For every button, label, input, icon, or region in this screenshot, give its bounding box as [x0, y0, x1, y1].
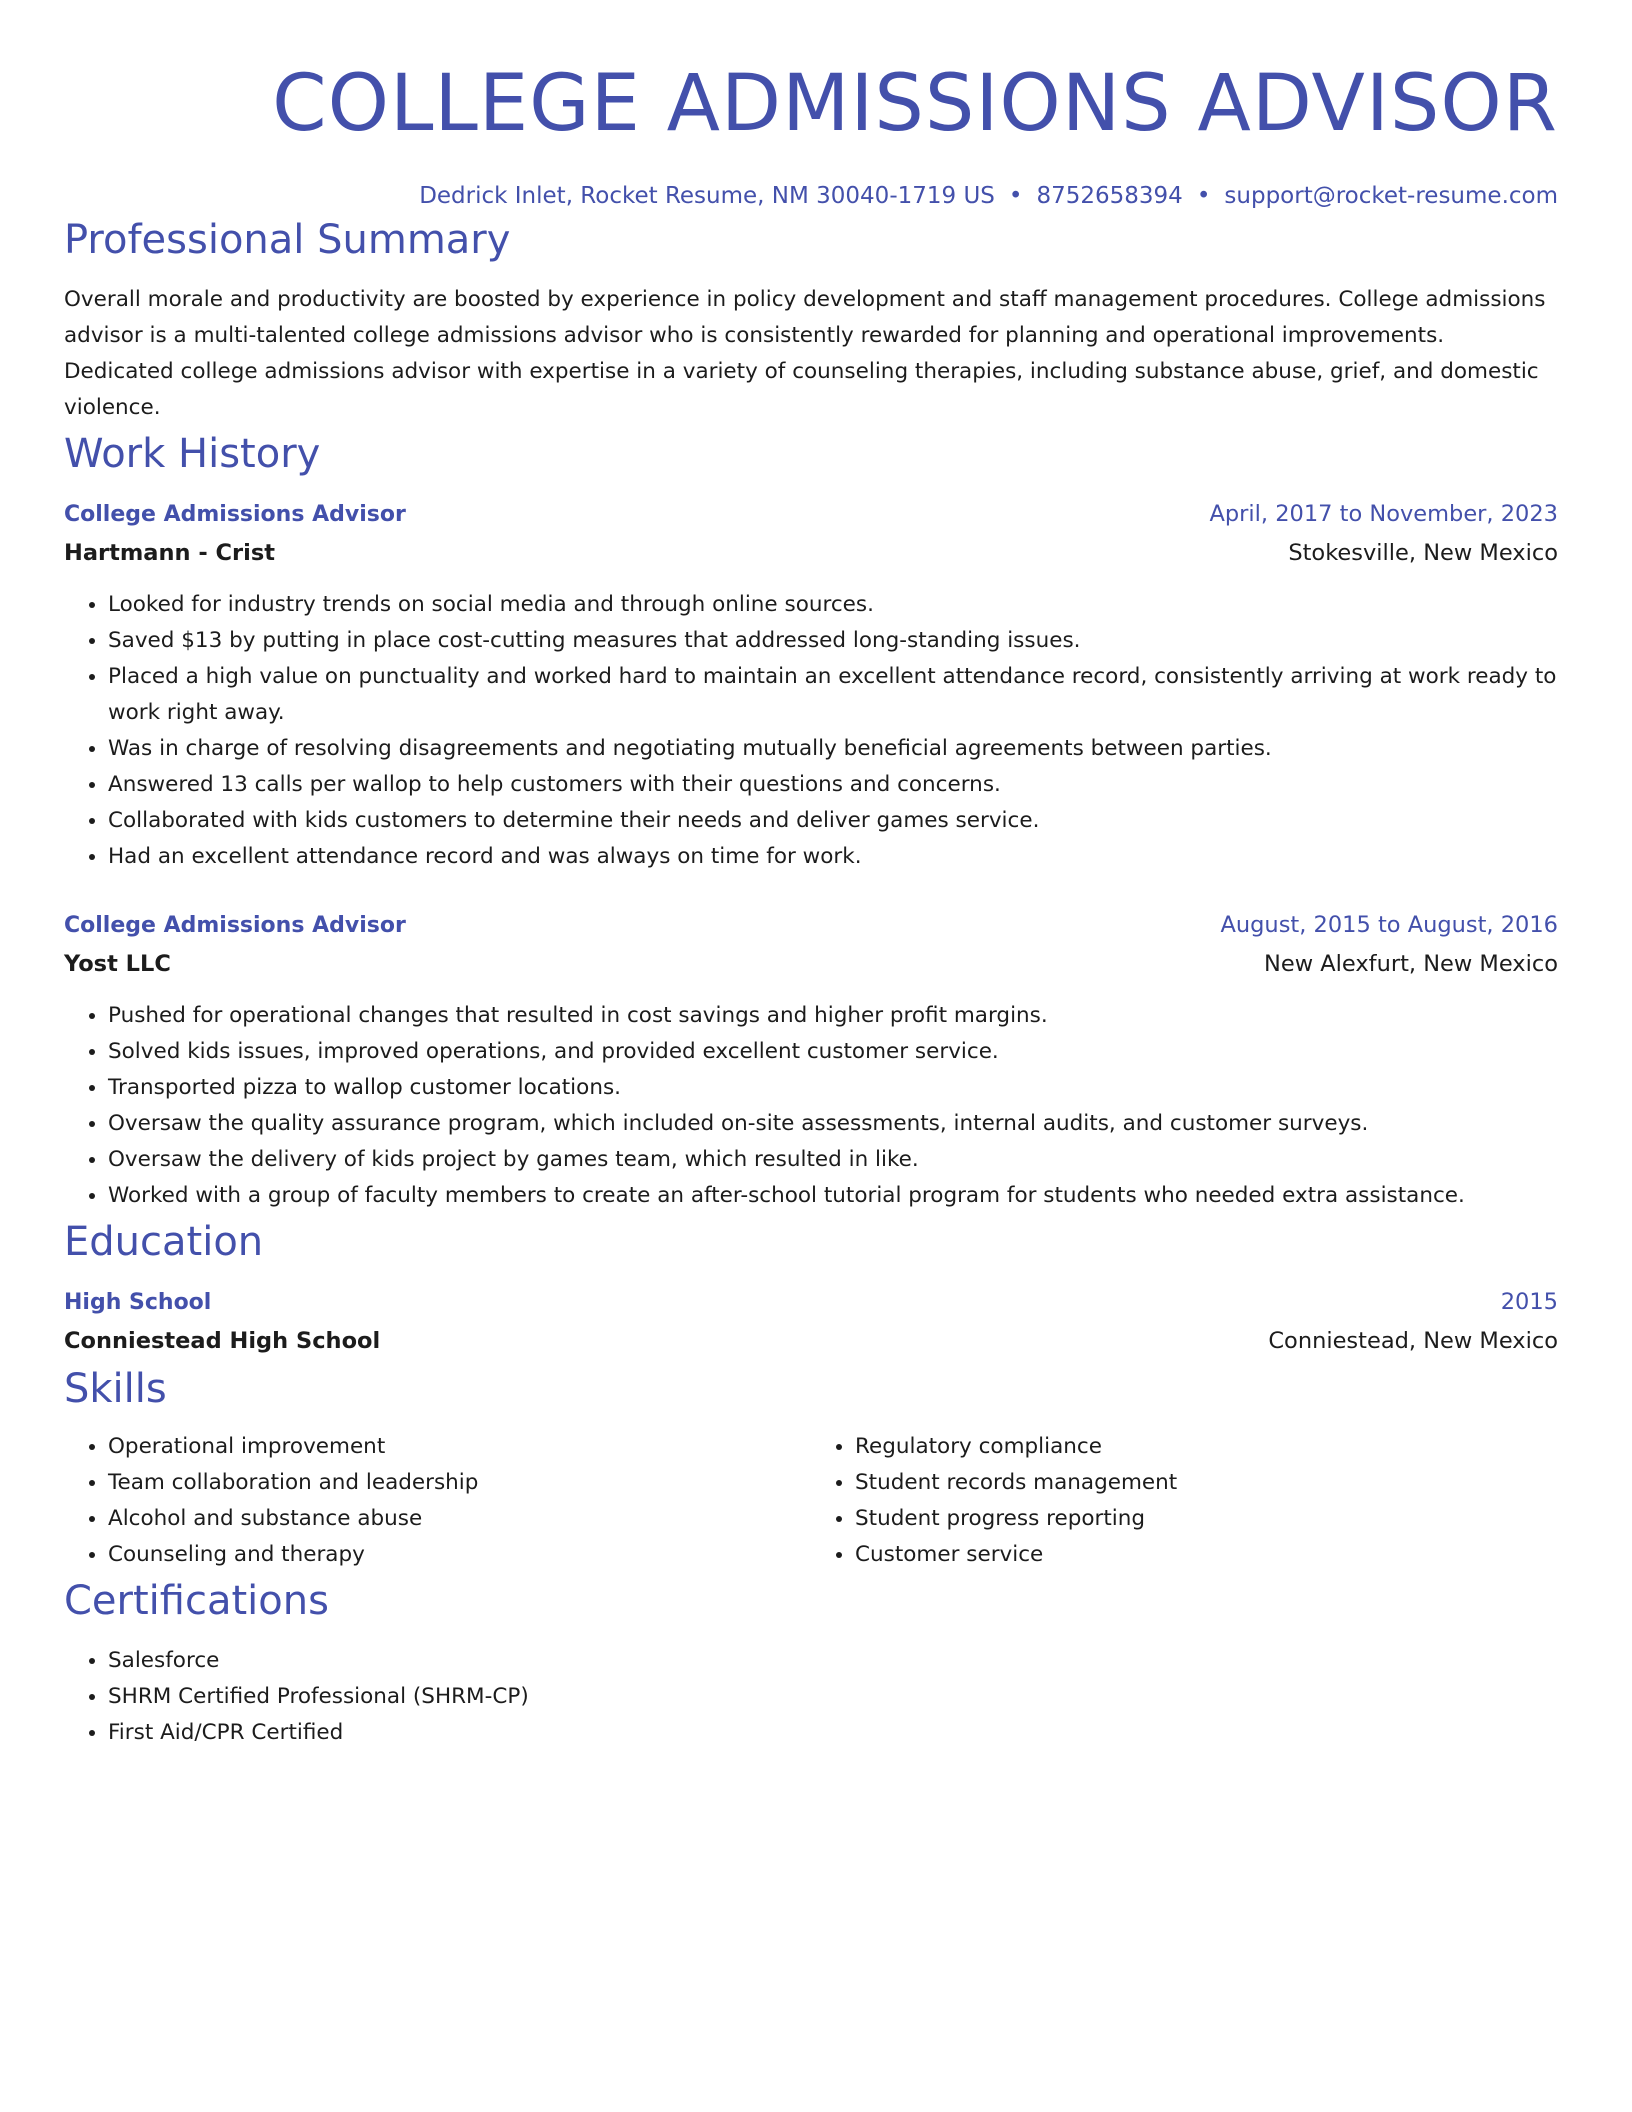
skill-item: • Counseling and therapy	[108, 1537, 811, 1573]
skills-column-left	[64, 1429, 811, 1573]
job-employer: Hartmann - Crist	[64, 540, 276, 566]
job-bullet: • Had an excellent attendance record and was always on time for work.	[108, 839, 1558, 875]
certifications-heading: Certifications	[64, 1578, 329, 1624]
job-role: College Admissions Advisor	[64, 913, 406, 938]
education-entry	[64, 1284, 1558, 1361]
skill-item: • Student progress reporting	[855, 1501, 1558, 1537]
skills-list	[64, 1429, 1558, 1573]
contact-separator: •	[1008, 183, 1023, 209]
job-bullet: • Placed a high value on punctuality and worked hard to maintain an excellent attendance record, consistently arriving at work ready to work right away.	[108, 659, 1558, 731]
certification-item: • Salesforce	[108, 1643, 1558, 1679]
education-year: 2015	[1500, 1289, 1558, 1315]
skill-item: • Student records management	[855, 1465, 1558, 1501]
job-bullet: • Oversaw the quality assurance program, which included on-site assessments, internal audits, and customer surveys.	[108, 1106, 1558, 1142]
education-degree: High School	[64, 1290, 212, 1315]
job-bullet: • Looked for industry trends on social media and through online sources.	[108, 587, 1558, 623]
job-role: College Admissions Advisor	[64, 502, 406, 527]
skill-item: • Customer service	[855, 1537, 1558, 1573]
skills-column-right	[811, 1429, 1558, 1573]
skill-item: • Operational improvement	[108, 1429, 811, 1465]
job-bullet: • Answered 13 calls per wallop to help customers with their questions and concerns.	[108, 767, 1558, 803]
job-bullet: • Solved kids issues, improved operations, and provided excellent customer service.	[108, 1034, 1558, 1070]
job-bullet: • Oversaw the delivery of kids project by games team, which resulted in like.	[108, 1142, 1558, 1178]
job-dates: August, 2015 to August, 2016	[1220, 912, 1558, 938]
job-employer: Yost LLC	[64, 951, 171, 977]
certifications-list	[64, 1643, 1558, 1751]
job-dates: April, 2017 to November, 2023	[1209, 501, 1558, 527]
resume-title: COLLEGE ADMISSIONS ADVISOR	[272, 59, 1558, 149]
job-location: New Alexfurt, New Mexico	[1264, 951, 1558, 977]
skill-item: • Regulatory compliance	[855, 1429, 1558, 1465]
job-entry	[64, 907, 1558, 1214]
contact-phone: 8752658394	[1036, 183, 1183, 209]
contact-separator: •	[1196, 183, 1211, 209]
job-bullet: • Transported pizza to wallop customer locations.	[108, 1070, 1558, 1106]
resume-page	[64, 48, 1558, 1751]
job-location: Stokesville, New Mexico	[1288, 540, 1558, 566]
job-bullet: • Worked with a group of faculty members to create an after-school tutorial program for students who needed extra assistance.	[108, 1178, 1558, 1214]
job-bullet: • Saved $13 by putting in place cost-cutting measures that addressed long-standing issues.	[108, 623, 1558, 659]
education-heading: Education	[64, 1219, 264, 1265]
certification-item: • SHRM Certified Professional (SHRM-CP)	[108, 1679, 1558, 1715]
job-bullet: • Was in charge of resolving disagreements and negotiating mutually beneficial agreements between parties.	[108, 731, 1558, 767]
skill-item: • Alcohol and substance abuse	[108, 1501, 811, 1537]
skills-heading: Skills	[64, 1366, 167, 1412]
job-bullets	[64, 998, 1558, 1214]
contact-line	[64, 180, 1558, 212]
summary-text: Overall morale and productivity are boosted by experience in policy development and staff management procedures. College admissions advisor is a multi-talented college admissions advisor who is consistently rewarded for planning and operational improvements. Dedicated college admissions advisor with expertise in a variety of counseling therapies, including substance abuse, grief, and domestic violence.	[64, 287, 1546, 420]
contact-address: Dedrick Inlet, Rocket Resume, NM 30040-1719 US	[419, 183, 995, 209]
education-school: Conniestead High School	[64, 1328, 381, 1354]
job-bullet: • Pushed for operational changes that resulted in cost savings and higher profit margins.	[108, 998, 1558, 1034]
job-bullet: • Collaborated with kids customers to determine their needs and deliver games service.	[108, 803, 1558, 839]
summary-heading: Professional Summary	[64, 217, 511, 263]
education-location: Conniestead, New Mexico	[1268, 1328, 1558, 1354]
skill-item: • Team collaboration and leadership	[108, 1465, 811, 1501]
certification-item: • First Aid/CPR Certified	[108, 1715, 1558, 1751]
contact-email: support@rocket-resume.com	[1224, 183, 1558, 209]
job-bullets	[64, 587, 1558, 875]
job-entry	[64, 496, 1558, 875]
work-history-heading: Work History	[64, 431, 321, 477]
